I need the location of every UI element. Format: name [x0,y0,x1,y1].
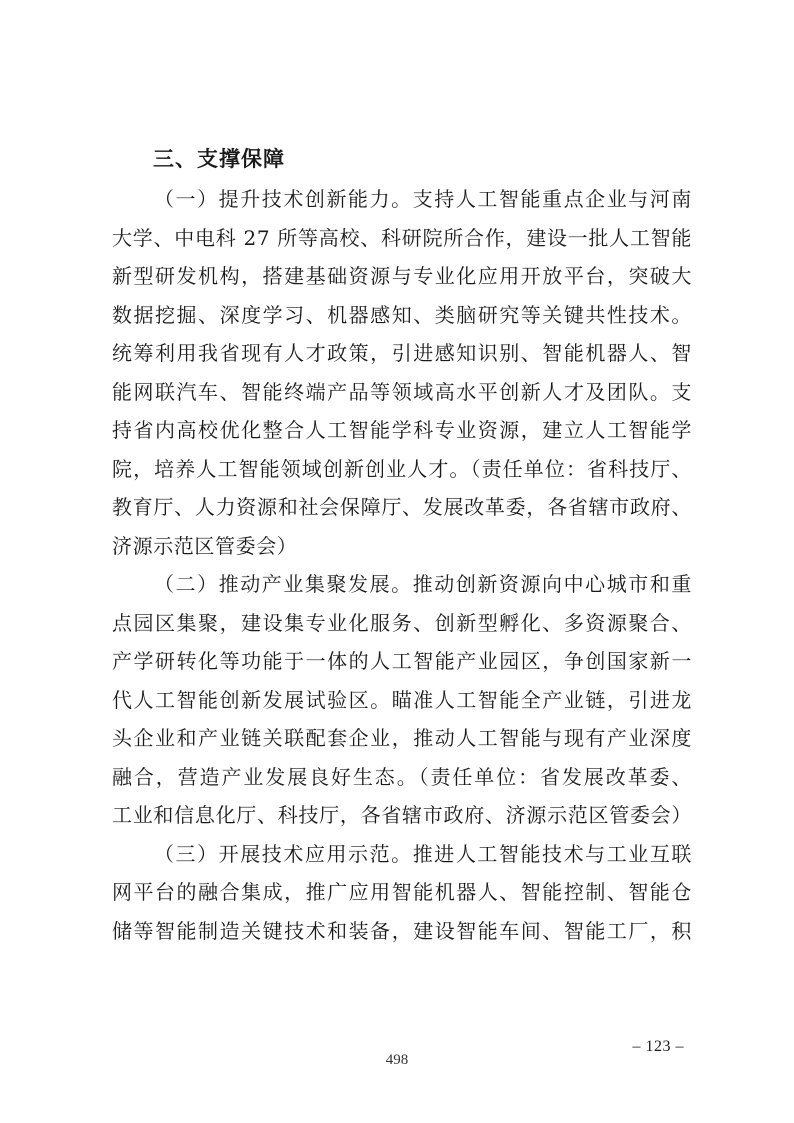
paragraph-line: 院，培养人工智能领域创新创业人才。（责任单位：省科技厅、 [112,456,692,481]
paragraph-line: 储等智能制造关键技术和装备，建设智能车间、智能工厂，积 [112,918,692,943]
paragraph-line: 新型研发机构，搭建基础资源与专业化应用开放平台，突破大 [112,264,692,288]
paragraph-line: 融合，营造产业发展良好生态。（责任单位：省发展改革委、 [112,764,692,789]
page-number-inner: – 123 – [632,1038,684,1055]
page-number-outer: 498 [385,1052,409,1068]
paragraph-line: 济源示范区管委会） [112,533,298,558]
paragraph-line: 持省内高校优化整合人工智能学科专业资源，建立人工智能学 [112,418,692,442]
paragraph-line: 头企业和产业链关联配套企业，推动人工智能与现有产业深度 [112,726,692,750]
paragraph-line: 代人工智能创新发展试验区。瞄准人工智能全产业链，引进龙 [112,687,692,712]
paragraph-line: 产学研转化等功能于一体的人工智能产业园区，争创国家新一 [112,649,692,673]
paragraph-line: 网平台的融合集成，推广应用智能机器人、智能控制、智能仓 [112,880,692,904]
paragraph-line: 教育厅、人力资源和社会保障厅、发展改革委，各省辖市政府、 [112,495,692,519]
paragraph-line: 统筹利用我省现有人才政策，引进感知识别、智能机器人、智 [112,341,692,365]
paragraph-line: （三）开展技术应用示范。推进人工智能技术与工业互联 [154,841,692,866]
section-heading: 三、支撑保障 [153,147,285,171]
paragraph-line: （二）推动产业集聚发展。推动创新资源向中心城市和重 [154,572,692,596]
paragraph-line: 大学、中电科 27 所等高校、科研院所合作，建设一批人工智能 [112,225,692,250]
paragraph-line: 能网联汽车、智能终端产品等领域高水平创新人才及团队。支 [112,379,692,404]
paragraph-line: 数据挖掘、深度学习、机器感知、类脑研究等关键共性技术。 [112,302,692,327]
body-text [112,180,692,950]
paragraph-line: 点园区集聚，建设集专业化服务、创新型孵化、多资源聚合、 [112,610,692,635]
paragraph-line: （一）提升技术创新能力。支持人工智能重点企业与河南 [154,187,692,211]
paragraph-line: 工业和信息化厅、科技厅，各省辖市政府、济源示范区管委会） [112,803,692,827]
